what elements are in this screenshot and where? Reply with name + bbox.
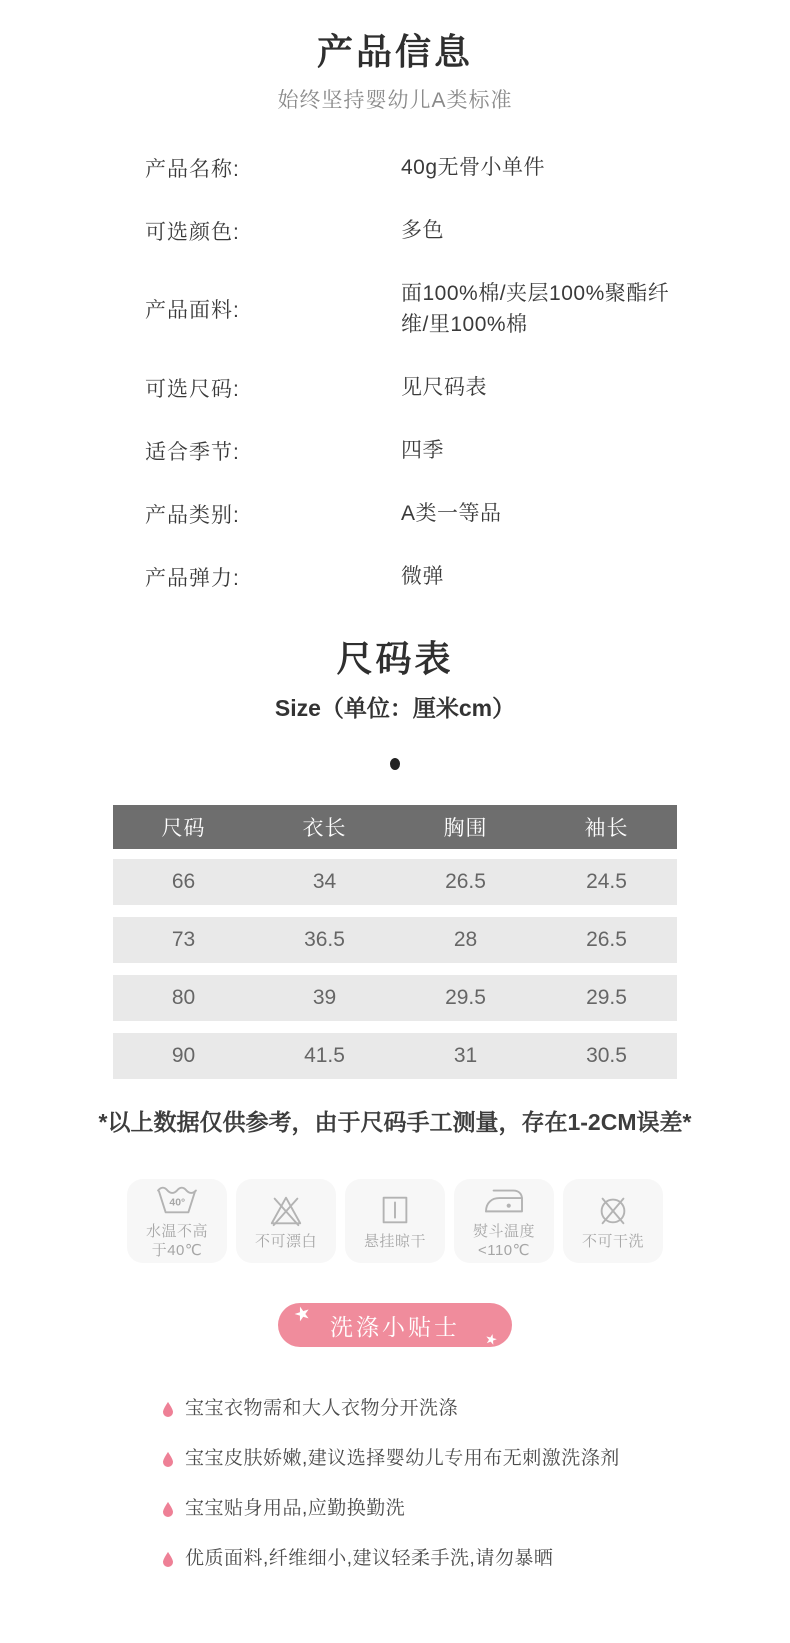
tip-text: 宝宝衣物需和大人衣物分开洗涤 bbox=[185, 1398, 459, 1419]
attribute-row bbox=[145, 278, 790, 340]
care-card-label: 熨斗温度 <110℃ bbox=[472, 1223, 535, 1259]
attribute-row bbox=[145, 152, 790, 183]
table-header-cell: 袖长 bbox=[584, 817, 629, 840]
table-cell: 80 bbox=[171, 986, 196, 1009]
star-icon: ★ bbox=[291, 1301, 314, 1328]
table-cell: 34 bbox=[312, 870, 337, 893]
droplet-icon bbox=[162, 1551, 174, 1567]
table-header-cell: 衣长 bbox=[302, 817, 347, 840]
attribute-value: 见尺码表 bbox=[401, 376, 487, 399]
tip-text: 宝宝贴身用品,应勤换勤洗 bbox=[185, 1498, 406, 1519]
tip-item bbox=[162, 1447, 790, 1471]
care-card-label: 不可干洗 bbox=[581, 1232, 644, 1250]
tip-text: 宝宝皮肤娇嫩,建议选择婴幼儿专用布无刺激洗涤剂 bbox=[185, 1448, 620, 1469]
size-chart-title: 尺码表 bbox=[336, 638, 454, 679]
attribute-row bbox=[145, 498, 790, 529]
tip-item bbox=[162, 1497, 790, 1521]
table-row bbox=[113, 975, 677, 1021]
table-cell: 66 bbox=[171, 870, 196, 893]
table-row bbox=[113, 859, 677, 905]
care-card-wash-temp bbox=[127, 1179, 227, 1263]
table-header-cell: 尺码 bbox=[161, 817, 206, 840]
table-cell: 31 bbox=[453, 1044, 478, 1067]
droplet-icon bbox=[162, 1501, 174, 1517]
size-table bbox=[113, 805, 677, 1079]
page-subtitle: 始终坚持婴幼儿A类标准 bbox=[277, 89, 513, 112]
svg-text:40°: 40° bbox=[169, 1197, 186, 1209]
attribute-label: 适合季节: bbox=[145, 440, 240, 464]
attribute-row bbox=[145, 561, 790, 592]
attribute-value: 微弹 bbox=[401, 565, 444, 588]
size-table-header-row bbox=[113, 805, 677, 849]
care-card-label: 悬挂晾干 bbox=[363, 1232, 426, 1250]
attribute-label: 产品弹力: bbox=[145, 566, 240, 590]
no-dry-clean-icon bbox=[589, 1192, 637, 1228]
attribute-list bbox=[145, 152, 790, 592]
attribute-value: A类一等品 bbox=[401, 502, 502, 525]
table-cell: 29.5 bbox=[445, 986, 486, 1009]
care-card-no-bleach bbox=[236, 1179, 336, 1263]
iron-temp-icon bbox=[480, 1182, 528, 1218]
washing-tips-list bbox=[162, 1397, 790, 1571]
table-row bbox=[113, 1033, 677, 1079]
attribute-label: 产品名称: bbox=[145, 157, 240, 181]
table-cell: 41.5 bbox=[304, 1044, 345, 1067]
table-cell: 26.5 bbox=[445, 870, 486, 893]
table-cell: 24.5 bbox=[586, 870, 627, 893]
washing-tips-badge-label: 洗涤小贴士 bbox=[330, 1313, 460, 1340]
attribute-row bbox=[145, 215, 790, 246]
page-title: 产品信息 bbox=[316, 31, 473, 72]
table-cell: 73 bbox=[171, 928, 196, 951]
care-card-label: 水温不高 于40℃ bbox=[145, 1223, 208, 1259]
tip-item bbox=[162, 1547, 790, 1571]
attribute-row bbox=[145, 372, 790, 403]
attribute-value: 面100%棉/夹层100%聚酯纤维/里100%棉 bbox=[401, 282, 670, 336]
tip-text: 优质面料,纤维细小,建议轻柔手洗,请勿暴晒 bbox=[185, 1548, 554, 1569]
care-card-no-dry-clean bbox=[563, 1179, 663, 1263]
carousel-dot-indicator bbox=[390, 758, 400, 770]
washing-tips-badge bbox=[278, 1303, 512, 1347]
table-cell: 28 bbox=[453, 928, 478, 951]
table-cell: 29.5 bbox=[586, 986, 627, 1009]
table-header-cell: 胸围 bbox=[443, 817, 488, 840]
attribute-value: 四季 bbox=[401, 439, 444, 462]
droplet-icon bbox=[162, 1451, 174, 1467]
wash-temp-40-icon bbox=[153, 1182, 201, 1218]
tip-item bbox=[162, 1397, 790, 1421]
table-cell: 39 bbox=[312, 986, 337, 1009]
no-bleach-icon bbox=[262, 1192, 310, 1228]
droplet-icon bbox=[162, 1401, 174, 1417]
attribute-label: 可选尺码: bbox=[145, 377, 240, 401]
care-card-iron-temp bbox=[454, 1179, 554, 1263]
attribute-value: 40g无骨小单件 bbox=[401, 156, 546, 179]
size-chart-unit-label: Size（单位：厘米cm） bbox=[274, 695, 516, 721]
attribute-label: 可选颜色: bbox=[145, 220, 240, 244]
star-icon: ★ bbox=[483, 1329, 500, 1349]
table-cell: 30.5 bbox=[586, 1044, 627, 1067]
table-cell: 90 bbox=[171, 1044, 196, 1067]
table-cell: 26.5 bbox=[586, 928, 627, 951]
attribute-label: 产品面料: bbox=[145, 299, 240, 322]
attribute-row bbox=[145, 435, 790, 466]
attribute-label: 产品类别: bbox=[145, 503, 240, 527]
table-cell: 36.5 bbox=[304, 928, 345, 951]
attribute-value: 多色 bbox=[401, 219, 444, 242]
hang-dry-icon bbox=[371, 1192, 419, 1228]
table-row bbox=[113, 917, 677, 963]
size-disclaimer: *以上数据仅供参考，由于尺码手工测量，存在1-2CM误差* bbox=[98, 1109, 692, 1135]
care-card-hang-dry bbox=[345, 1179, 445, 1263]
care-card-label: 不可漂白 bbox=[254, 1232, 317, 1250]
care-instruction-row bbox=[0, 1179, 790, 1263]
